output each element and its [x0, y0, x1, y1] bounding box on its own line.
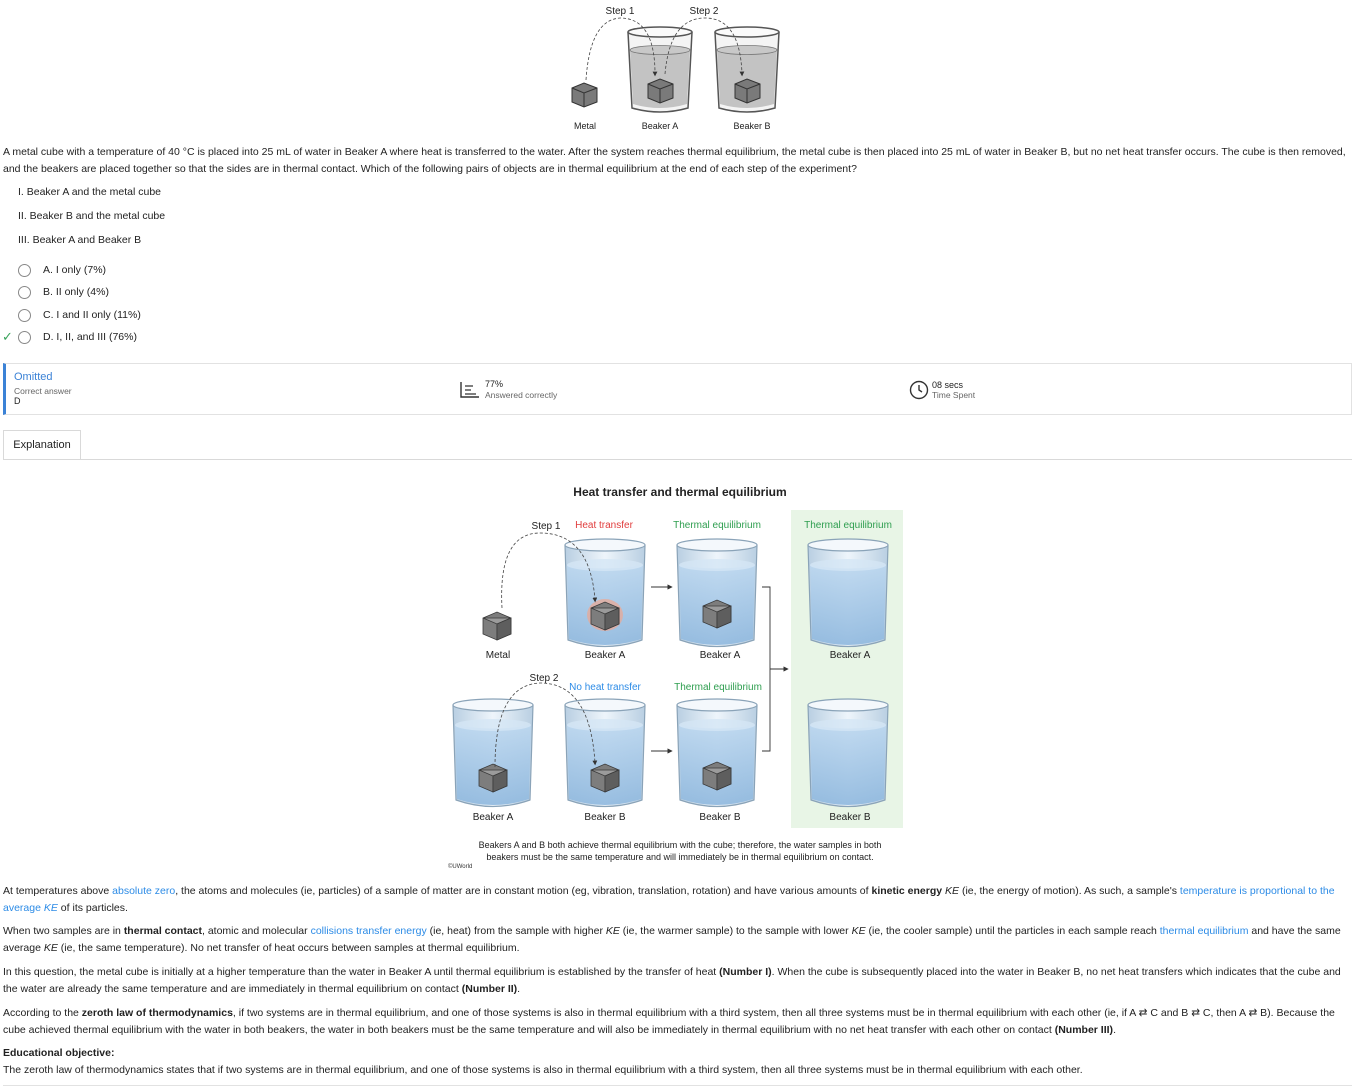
link-thermal-equilibrium[interactable]: thermal equilibrium — [1159, 925, 1249, 937]
explanation-paragraph-1 — [3, 883, 1348, 917]
no-heat-label: No heat transfer — [569, 682, 641, 693]
text: . When the cube is subsequently placed into the water in Beaker B, no net heat transfers which indicates that the cube and the water are already the same temperature and are immediately in thermal equilibrium on contact — [3, 966, 1341, 995]
beaker-b-label-1: Beaker B — [584, 812, 626, 823]
thermal-eq-label-final: Thermal equilibrium — [804, 520, 892, 531]
text: (ie, the cooler sample) until the particles in each sample reach — [865, 925, 1160, 937]
bold-text: thermal contact — [123, 925, 202, 937]
statement-2: II. Beaker B and the metal cube — [18, 210, 166, 222]
text: of its particles. — [57, 902, 128, 914]
correct-answer-label: Correct answer — [14, 386, 72, 396]
text: According to the — [3, 1007, 82, 1019]
cube-beaker-a-step1 — [591, 602, 619, 630]
beaker-a-final — [808, 539, 888, 647]
step1-label: Step 1 — [531, 521, 561, 532]
beaker-b-label-3: Beaker B — [829, 812, 871, 823]
cube-beaker-a-equilibrium — [703, 600, 731, 628]
choice-d-radio[interactable] — [18, 331, 31, 344]
text: . — [517, 983, 521, 995]
choice-d[interactable] — [18, 329, 137, 345]
percent-correct-label: Answered correctly — [485, 390, 558, 400]
tab-explanation[interactable]: Explanation — [3, 430, 81, 459]
figure-caption-line1: Beakers A and B both achieve thermal equilibrium with the cube; therefore, the water samples in both — [478, 840, 882, 850]
text: At temperatures above — [3, 885, 113, 897]
text: In this question, the metal cube is initially at a higher temperature than the water in Beaker A until thermal equilibrium is established by the transfer of heat — [3, 966, 720, 978]
text: . — [1113, 1024, 1116, 1036]
bold-text: zeroth law of thermodynamics — [81, 1007, 233, 1019]
choice-c[interactable] — [18, 307, 141, 323]
text: When two samples are in — [3, 925, 124, 937]
text: (ie, heat) from the sample with higher — [426, 925, 606, 937]
bottom-divider — [3, 1085, 1352, 1086]
top-metal-cube — [572, 83, 597, 107]
thermal-eq-label-a: Thermal equilibrium — [673, 520, 761, 531]
bold-text: (Number I) — [719, 966, 772, 978]
answer-status: Omitted — [14, 371, 53, 383]
step2-label: Step 2 — [529, 673, 559, 684]
question-stem: A metal cube with a temperature of 40 °C is placed into 25 mL of water in Beaker A where heat is transferred to the water. After the system reaches thermal equilibrium, the metal cube is then placed into 25 mL of water in Beaker B, but no net heat transfer occurs. The cube is then removed, and the beakers are placed together so that the sides are in thermal contact. Which of the following pairs of objects are in thermal equilibrium at the end of each step of the experiment? — [3, 146, 1346, 175]
thermal-eq-label-b: Thermal equilibrium — [674, 682, 762, 693]
top-beaker-b-label: Beaker B — [733, 121, 771, 131]
choice-c-radio[interactable] — [18, 309, 31, 322]
cube-beaker-a-row2 — [479, 764, 507, 792]
italic-text: KE — [851, 925, 866, 937]
correct-answer-value: D — [14, 396, 21, 406]
text: (ie, the energy of motion). As such, a sample's — [959, 885, 1180, 897]
bold-text: (Number III) — [1054, 1024, 1114, 1036]
choice-b[interactable] — [18, 284, 109, 300]
link-text[interactable]: temperature is proportional to the average — [3, 885, 1335, 914]
link-collisions[interactable]: collisions transfer energy — [310, 925, 427, 937]
italic-text: KE — [43, 942, 58, 954]
beaker-a-label-3: Beaker A — [829, 650, 871, 661]
choice-a-label: A. I only (7%) — [43, 264, 107, 276]
explanation-figure — [440, 505, 910, 835]
educational-objective-text: The zeroth law of thermodynamics states that if two systems are in thermal equilibrium, and one of those systems is also in thermal equilibrium with a third system, then all three systems must be in thermal equilibrium with each other. — [3, 1064, 1083, 1076]
top-beaker-a-label: Beaker A — [641, 121, 679, 131]
cube-beaker-b-step2 — [591, 764, 619, 792]
top-step2-label: Step 2 — [689, 6, 719, 17]
correct-check-icon: ✓ — [2, 329, 13, 344]
figure-title: Heat transfer and thermal equilibrium — [573, 485, 787, 499]
figure-caption — [440, 839, 920, 863]
explanation-paragraph-2 — [3, 923, 1348, 957]
percent-correct-value: 77% — [485, 379, 504, 389]
text: , if two systems are in thermal equilibrium, and one of those systems is also in thermal equilibrium with a third system, then all three systems must be in thermal equilibrium with each other (ie, if A ⇄ C and B ⇄ C, then A ⇄ B). Because the cube achieved thermal equilibrium with the water in both beakers, the water in both beakers must be the same temperature and will also be immediately in thermal equilibrium with no net heat transfer with each other on contact — [3, 1007, 1335, 1036]
clock-icon — [909, 380, 929, 400]
choice-b-radio[interactable] — [18, 286, 31, 299]
explanation-paragraph-3 — [3, 964, 1348, 998]
choice-c-label: C. I and II only (11%) — [43, 309, 141, 321]
top-cube-beaker-a — [648, 79, 673, 103]
italic-text: KE — [945, 885, 960, 897]
time-spent-value: 08 secs — [932, 380, 964, 390]
metal-cube — [483, 612, 511, 640]
beaker-b-final — [808, 699, 888, 807]
bold-text: kinetic energy — [871, 885, 943, 897]
choice-d-label: D. I, II, and III (76%) — [43, 331, 137, 343]
choice-a[interactable] — [18, 262, 106, 278]
italic-text: KE — [605, 925, 620, 937]
tab-divider — [3, 459, 1352, 460]
time-spent-label: Time Spent — [932, 390, 976, 400]
educational-objective-heading: Educational objective: — [3, 1047, 115, 1059]
text: and have the same average — [3, 925, 1341, 954]
metal-label: Metal — [485, 650, 511, 661]
figure-caption-line2: beakers must be the same temperature and will immediately be in thermal equilibrium on contact. — [486, 852, 874, 862]
cube-beaker-b-equilibrium — [703, 762, 731, 790]
text: (ie, the same temperature). No net transfer of heat occurs between samples at thermal equilibrium. — [57, 942, 520, 954]
answer-stats-bar — [3, 363, 1352, 415]
choice-b-label: B. II only (4%) — [43, 286, 109, 298]
statement-3: III. Beaker A and Beaker B — [18, 234, 142, 246]
beaker-a-label-2: Beaker A — [699, 650, 741, 661]
beaker-a-label-1: Beaker A — [584, 650, 626, 661]
beaker-a-label-row2: Beaker A — [472, 812, 514, 823]
copyright: ©UWorld — [448, 864, 473, 870]
question-figure — [560, 0, 800, 135]
top-step1-label: Step 1 — [605, 6, 635, 17]
statement-1: I. Beaker A and the metal cube — [18, 186, 162, 198]
bracket — [762, 587, 786, 751]
beaker-a-equilibrium — [677, 539, 757, 647]
choice-a-radio[interactable] — [18, 264, 31, 277]
heat-transfer-label: Heat transfer — [575, 520, 633, 531]
bold-text: (Number II) — [461, 983, 518, 995]
bar-chart-icon — [460, 381, 480, 399]
link-absolute-zero[interactable]: absolute zero — [112, 885, 176, 897]
beaker-b-label-2: Beaker B — [699, 812, 741, 823]
top-metal-label: Metal — [573, 121, 597, 131]
text: (ie, the warmer sample) to the sample with lower — [619, 925, 852, 937]
link-italic-text[interactable]: KE — [43, 902, 58, 914]
top-cube-beaker-b — [735, 79, 760, 103]
text: , atomic and molecular — [202, 925, 311, 937]
text: , the atoms and molecules (ie, particles) of a sample of matter are in constant motion (eg, vibration, translation, rotation) and have various amounts of — [175, 885, 872, 897]
explanation-paragraph-4 — [3, 1005, 1348, 1039]
